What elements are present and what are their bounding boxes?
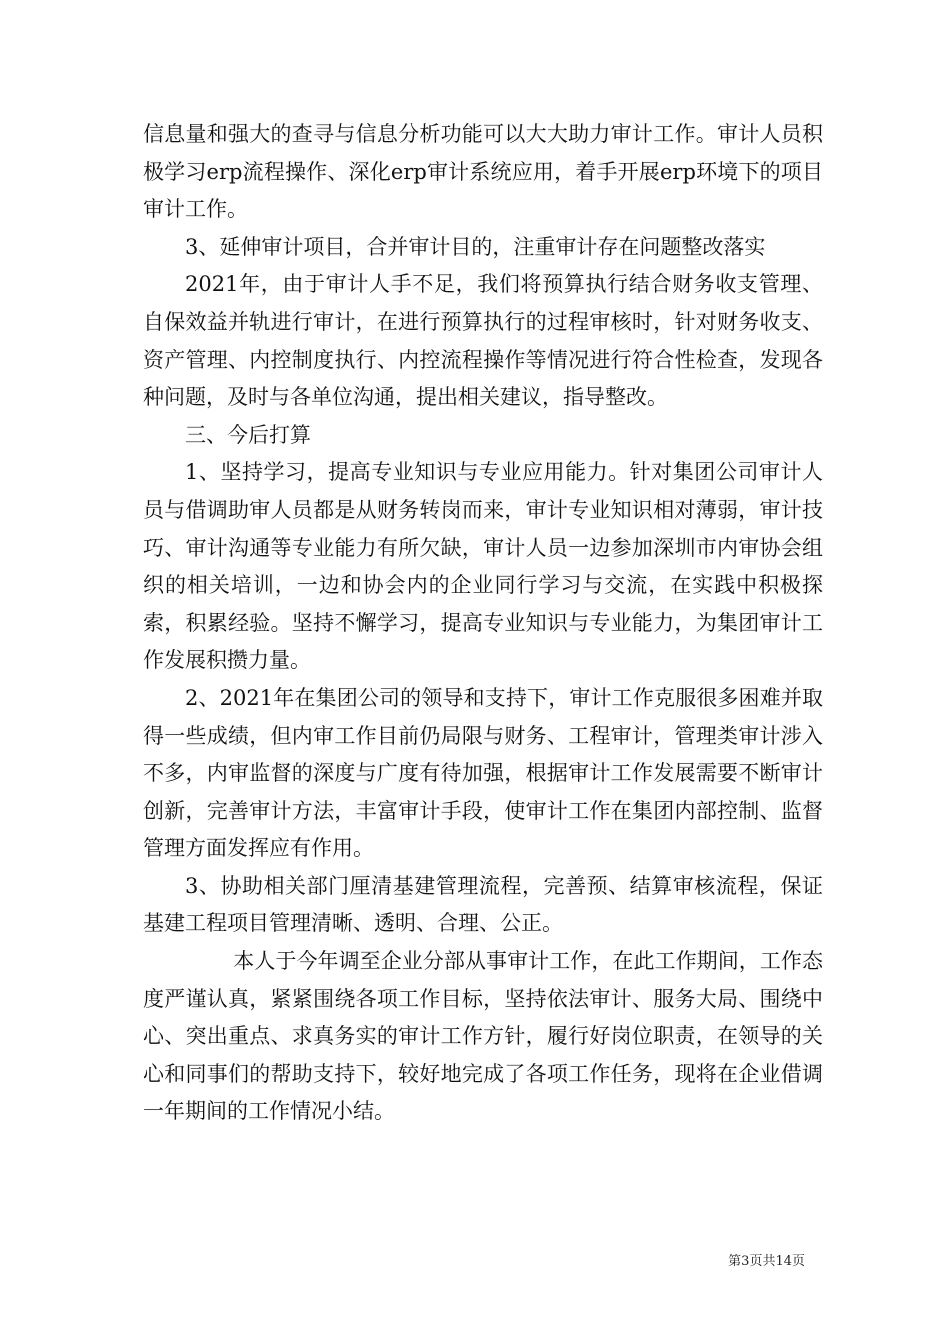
page-number: 第3页共14页 <box>728 1254 805 1269</box>
paragraph-plan-2: 2、2021年在集团公司的领导和支持下，审计工作克服很多困难并取得一些成绩，但内审工作目前仍局限与财务、工程审计，管理类审计涉入不多，内审监督的深度与广度有待加强，根据审计工作发展需要不断审计创新，完善审计方法，丰富审计手段，使审计工作在集团内部控制、监督管理方面发挥应有作用。 <box>143 685 823 861</box>
paragraph-plan-3: 3、协助相关部门厘清基建管理流程，完善预、结算审核流程，保证基建工程项目管理清晰、透明、合理、公正。 <box>143 873 823 936</box>
paragraph-erp-continuation: 信息量和强大的查寻与信息分析功能可以大大助力审计工作。审计人员积极学习erp流程操作、深化erp审计系统应用，着手开展erp环境下的项目审计工作。 <box>143 122 823 222</box>
paragraph-plan-1: 1、坚持学习，提高专业知识与专业应用能力。针对集团公司审计人员与借调助审人员都是从财务转岗而来，审计专业知识相对薄弱，审计技巧、审计沟通等专业能力有所欠缺，审计人员一边参加深圳市内审协会组织的相关培训，一边和协会内的企业同行学习与交流，在实践中积极探索，积累经验。坚持不懈学习，提高专业知识与专业能力，为集团审计工作发展积攒力量。 <box>143 460 823 673</box>
document-body <box>143 116 823 1131</box>
paragraph-item-3-heading: 3、延伸审计项目，合并审计目的，注重审计存在问题整改落实 <box>185 234 766 259</box>
paragraph-summary-intro: 本人于今年调至企业分部从事审计工作，在此工作期间，工作态度严谨认真，紧紧围绕各项工作目标，坚持依法审计、服务大局、围绕中心、突出重点、求真务实的审计工作方针，履行好岗位职责，在领导的关心和同事们的帮助支持下，较好地完成了各项工作任务，现将在企业借调一年期间的工作情况小结。 <box>143 949 823 1124</box>
section-heading-future-plans: 三、今后打算 <box>185 422 311 447</box>
paragraph-2021-budget-audit: 2021年，由于审计人手不足，我们将预算执行结合财务收支管理、自保效益并轨进行审计，在进行预算执行的过程审核时，针对财务收支、资产管理、内控制度执行、内控流程操作等情况进行符合性检查，发现各种问题，及时与各单位沟通，提出相关建议，指导整改。 <box>143 272 823 410</box>
